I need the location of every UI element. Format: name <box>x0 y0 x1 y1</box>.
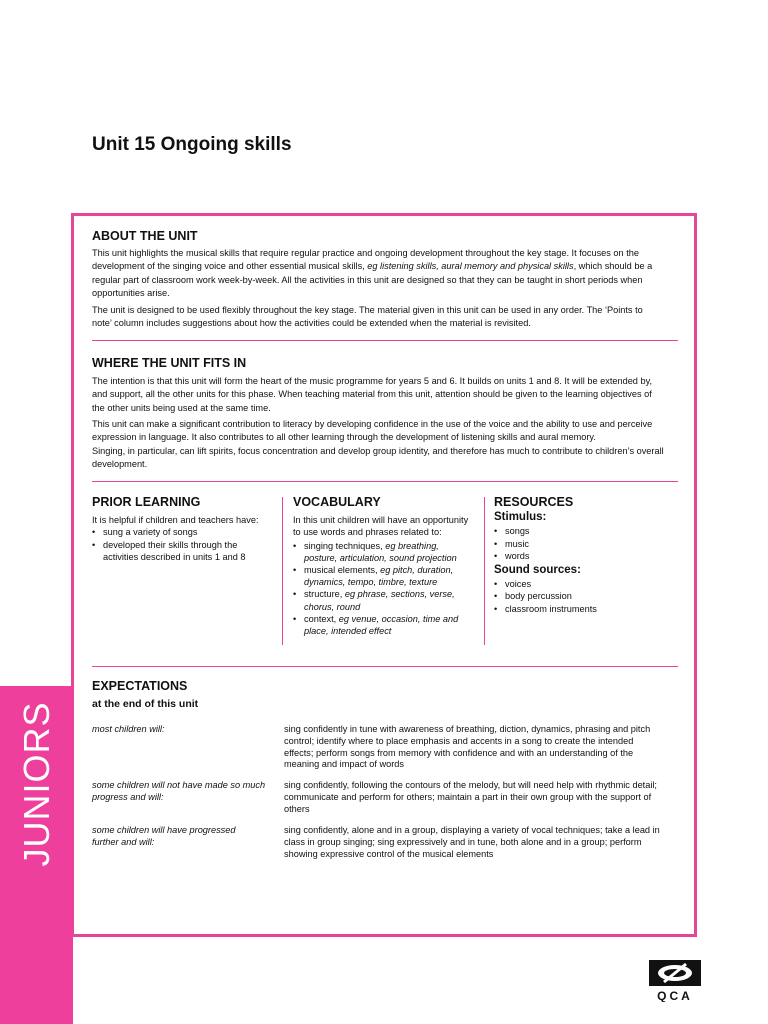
about-paragraph-2: The unit is designed to be used flexibly throughout the key stage. The material given in this unit can be used in any order. The ‘Points to note’ column includes suggestions about how the activities could be extended when the material is revisited. <box>92 305 643 329</box>
qca-logo <box>648 958 702 1002</box>
prior-list <box>92 526 272 563</box>
expectation-text: sing confidently, alone and in a group, displaying a variety of vocal techniques; take a lead in class in group singing; sing expressively and in tune, both alone and in a group; perform showing expressive control of the musical elements <box>284 825 660 859</box>
list-item: • sung a variety of songs <box>92 526 272 538</box>
sound-sources-list <box>494 578 674 615</box>
prior-heading: PRIOR LEARNING <box>92 495 201 509</box>
vocab-intro: In this unit children will have an opportunity to use words and phrases related to: <box>293 515 469 538</box>
page-title: Unit 15 Ongoing skills <box>92 134 292 155</box>
list-item: • music <box>494 538 674 550</box>
expectation-text: sing confidently, following the contours of the melody, but will need help with rhythmic detail; communicate and perform for others; maintain a part in their own group with the support of others <box>284 780 657 814</box>
vocab-list <box>293 540 469 638</box>
expectation-label: most children will: <box>92 724 165 734</box>
prior-intro: It is helpful if children and teachers have: <box>92 515 259 526</box>
resources-column <box>494 496 674 615</box>
expectation-text: sing confidently in tune with awareness of breathing, diction, dynamics, phrasing and pitch control; identify where to place emphasis and accents in a song to create the intended effects; perform songs from memory with confidence and with an understanding of the meaning and impact of words <box>284 724 651 770</box>
stimulus-list <box>494 525 674 562</box>
list-item: • classroom instruments <box>494 603 674 615</box>
prior-learning-column <box>92 496 272 563</box>
column-divider <box>484 497 485 645</box>
section-divider <box>92 481 678 482</box>
list-item: • body percussion <box>494 590 674 602</box>
list-item: • songs <box>494 525 674 537</box>
sidebar-label: JUNIORS <box>16 701 57 867</box>
expectations-subheading: at the end of this unit <box>92 698 199 710</box>
qca-logo-icon <box>648 958 702 1002</box>
stimulus-heading: Stimulus: <box>494 511 547 524</box>
about-paragraph-1: This unit highlights the musical skills that require regular practice and ongoing development throughout the key stage. It focuses on the development of the singing voice and other essential musical skills, eg listening skills, aural memory and physical skills, which should be a regular part of classroom work week-by-week. All the activities in this unit are designed so that they can be taught in short periods when opportunities arise. <box>92 248 653 298</box>
expectation-label: some children will not have made so much progress and will: <box>92 780 266 802</box>
section-divider <box>92 340 678 341</box>
list-item: • voices <box>494 578 674 590</box>
list-item: • structure, eg phrase, sections, verse, chorus, round <box>293 588 469 612</box>
about-heading: ABOUT THE UNIT <box>92 229 198 243</box>
fits-paragraph-2: This unit can make a significant contribution to literacy by developing confidence in the use of the voice and the ability to use and perceive expression in language. It also contributes to all other learning through the development of listening skills and aural memory. <box>92 419 653 443</box>
fits-paragraph-3: Singing, in particular, can lift spirits, focus concentration and develop group identity, and therefore has much to contribute to children’s overall development. <box>92 446 664 470</box>
list-item: • context, eg venue, occasion, time and place, intended effect <box>293 613 469 637</box>
expectation-label: some children will have progressed further and will: <box>92 825 236 847</box>
list-item: • words <box>494 550 674 562</box>
about-emphasis: eg listening skills, aural memory and physical skills <box>367 261 574 272</box>
list-item: • singing techniques, eg breathing, posture, articulation, sound projection <box>293 540 469 564</box>
sound-sources-heading: Sound sources: <box>494 564 581 577</box>
fits-paragraph-1: The intention is that this unit will form the heart of the music programme for years 5 and 6. It builds on units 1 and 8. It will be extended by, and support, all the other units for this phase. When teaching material from this unit, attention should be given to the learning objectives of the other units being used at the same time. <box>92 376 653 413</box>
resources-heading: RESOURCES <box>494 495 574 509</box>
list-item: • musical elements, eg pitch, duration, dynamics, tempo, timbre, texture <box>293 564 469 588</box>
list-item: • developed their skills through the activities described in units 1 and 8 <box>92 539 272 563</box>
section-divider <box>92 666 678 667</box>
column-divider <box>282 497 283 645</box>
vocabulary-column <box>293 496 469 637</box>
logo-text: QCA <box>657 989 693 1002</box>
vocab-heading: VOCABULARY <box>293 495 381 509</box>
expectations-heading: EXPECTATIONS <box>92 679 188 693</box>
fits-heading: WHERE THE UNIT FITS IN <box>92 356 247 370</box>
